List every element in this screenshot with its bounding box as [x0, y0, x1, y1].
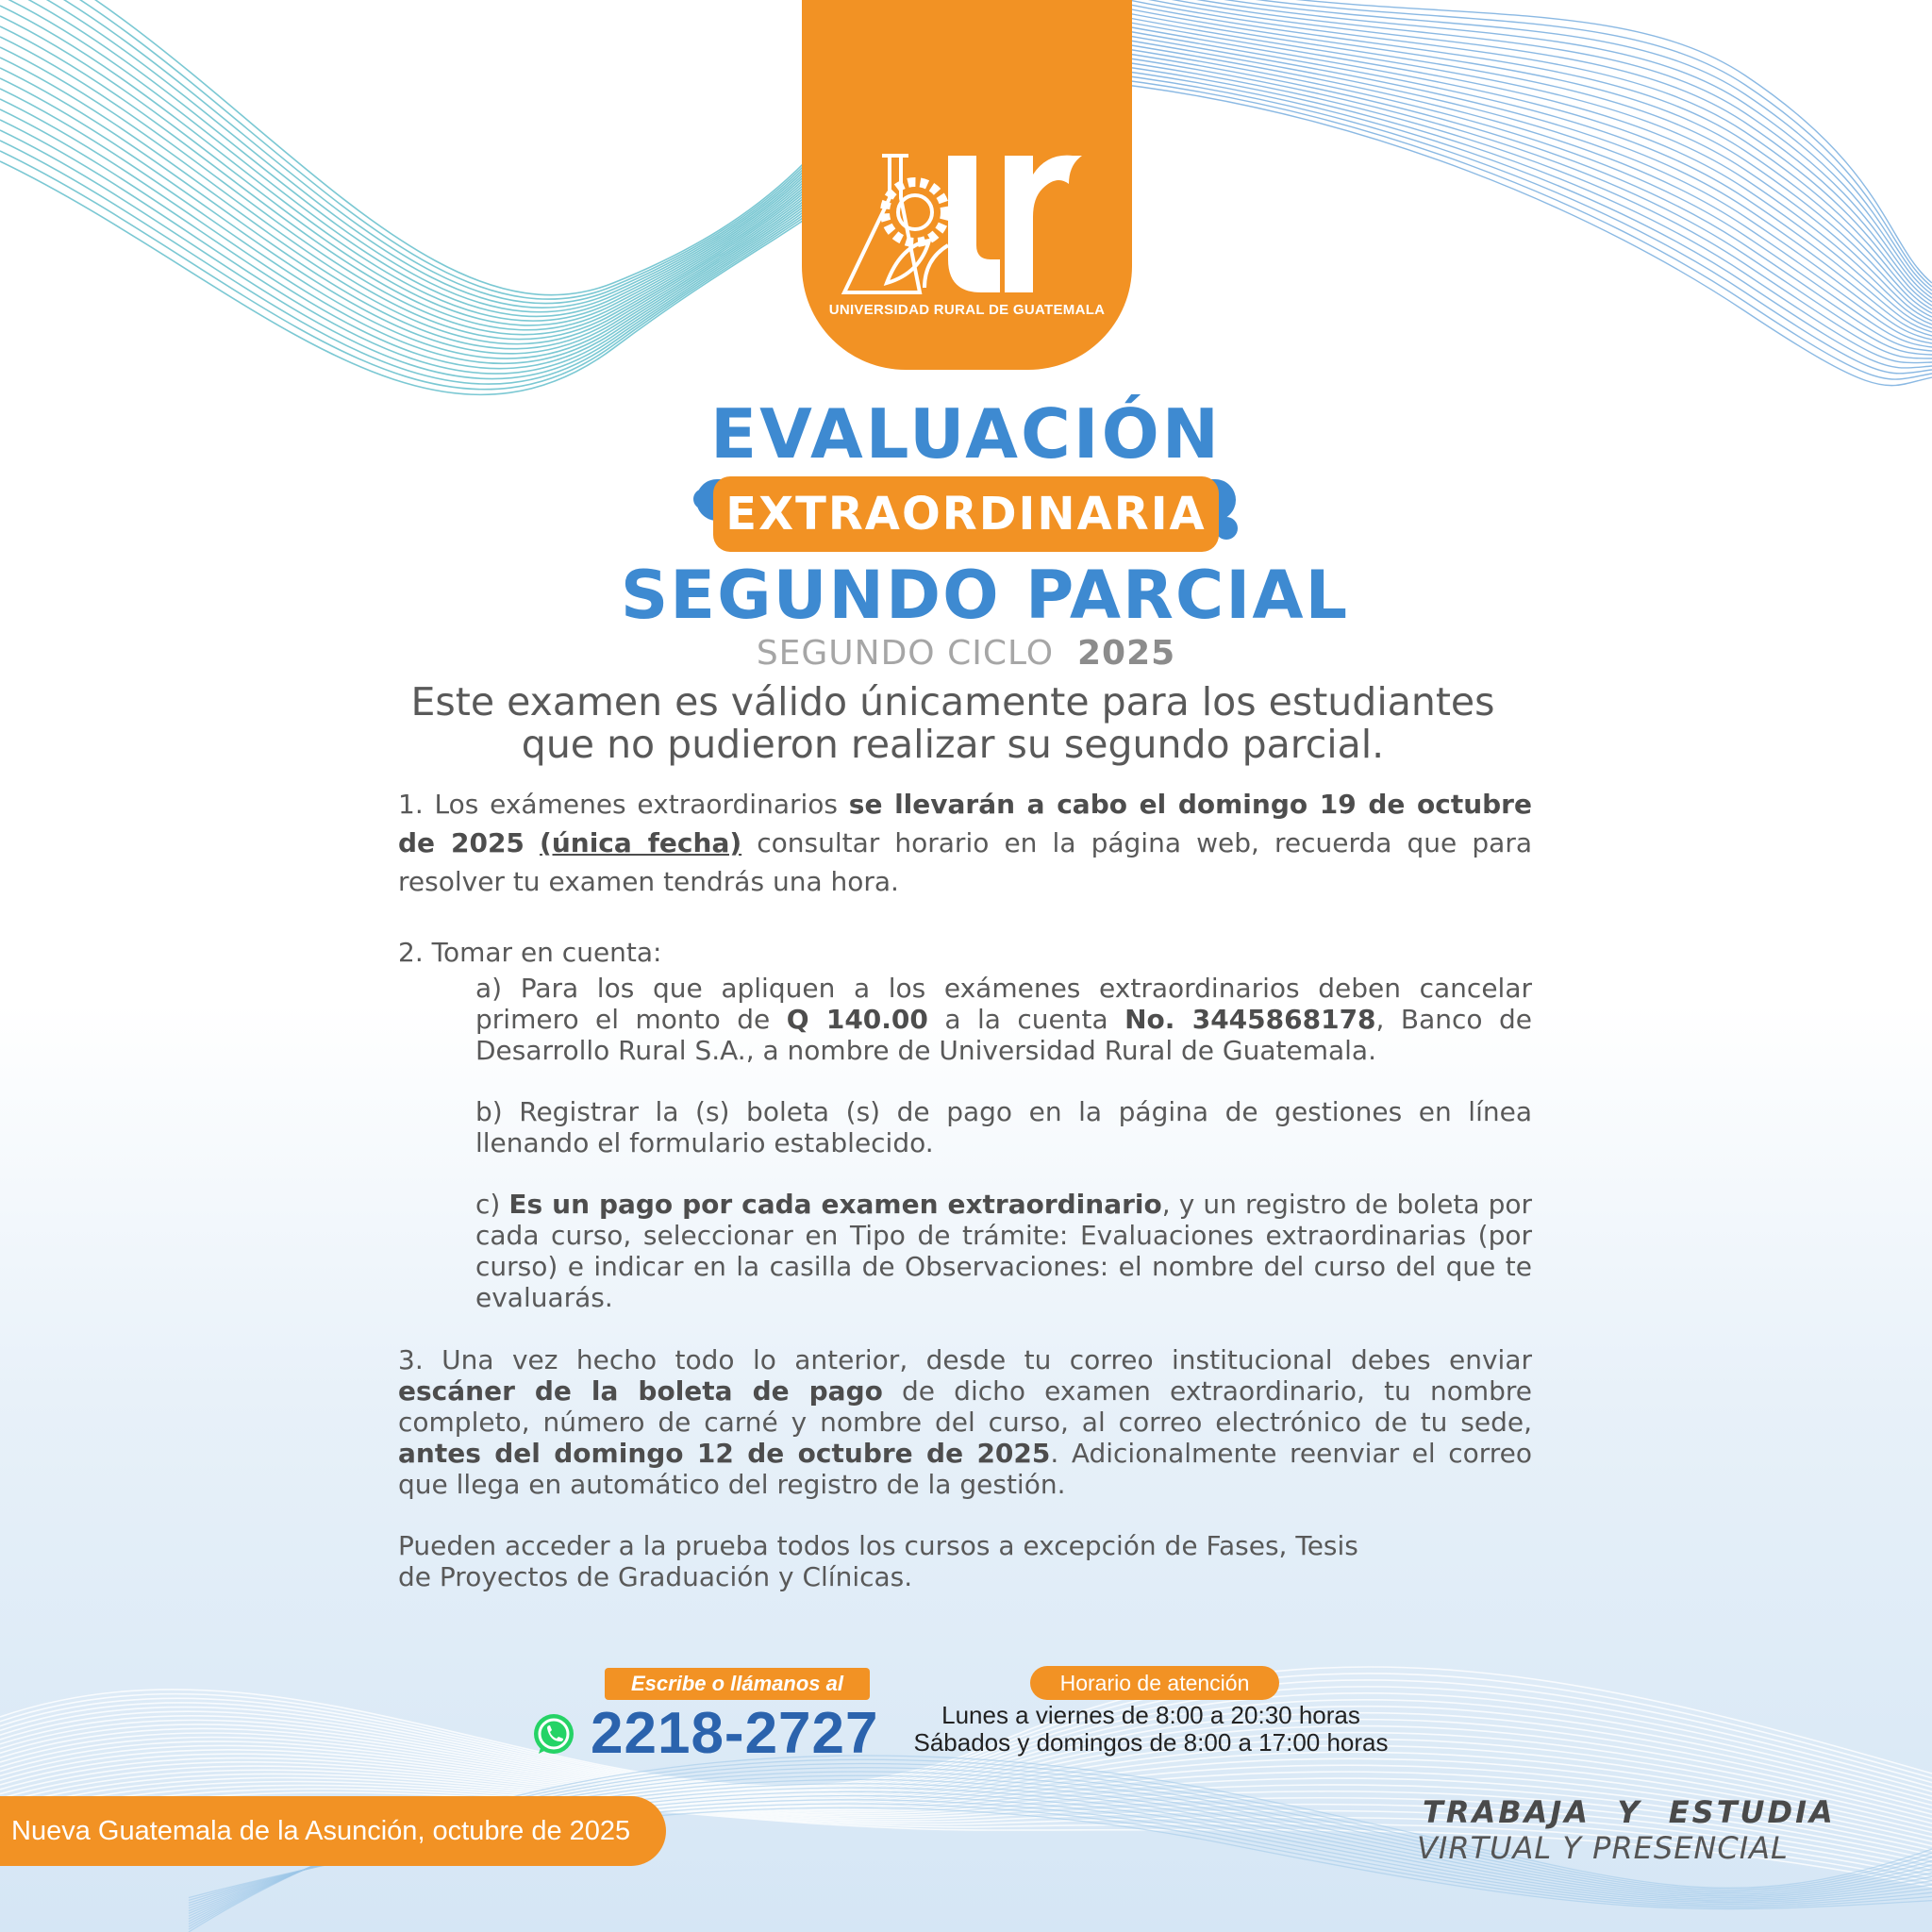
item-1-text: 1. Los exámenes extraordinarios	[398, 789, 849, 820]
item-1-suffix: consultar horario en la página web, recuerda que para resolver tu examen tendrás una hora.	[398, 827, 1532, 897]
segundo-parcial-title: SEGUNDO PARCIAL	[620, 557, 1350, 634]
motto-line-1: TRABAJA Y ESTUDIA	[1423, 1794, 1836, 1830]
item-2c-bold: Es un pago por cada examen extraordinario	[508, 1189, 1162, 1220]
extraordinaria-badge	[713, 476, 1219, 552]
item-1-unique-date: (única fecha)	[540, 827, 742, 858]
item-3-text-3: . Adicionalmente reenviar el correo que llega en automático del registro de la gestión.	[398, 1438, 1532, 1500]
motto-line-2: VIRTUAL Y PRESENCIAL	[1417, 1830, 1789, 1866]
cycle-label: SEGUNDO CICLO	[756, 634, 1055, 673]
evaluation-title: EVALUACIÓN	[709, 394, 1223, 474]
badge-text: EXTRAORDINARIA	[725, 488, 1207, 541]
logo-tab	[802, 0, 1132, 370]
wave-line	[1085, 5, 1932, 317]
item-3	[398, 1344, 1532, 1500]
wave-line	[1085, 0, 1932, 294]
exclusions-line-1: Pueden acceder a la prueba todos los cursos a excepción de Fases, Tesis	[398, 1530, 1358, 1561]
intro-line-1: Este examen es válido únicamente para los estudiantes	[410, 679, 1495, 724]
hours-weekend: Sábados y domingos de 8:00 a 17:00 horas	[913, 1728, 1389, 1757]
item-1-bold: se llevarán a cabo el domingo 19 de octubre de 2025	[398, 789, 1532, 858]
account-number: No. 3445868178	[1124, 1004, 1376, 1035]
item-2a-text-2: a la cuenta	[927, 1004, 1125, 1035]
exclusions-line-2: de Proyectos de Graduación y Clínicas.	[398, 1561, 913, 1592]
wave-line	[1085, 28, 1932, 336]
cycle-line	[0, 634, 1932, 673]
hours-label: Horario de atención	[1030, 1666, 1279, 1700]
intro-text	[311, 681, 1594, 766]
hours-weekdays: Lunes a viernes de 8:00 a 20:30 horas	[941, 1701, 1360, 1729]
payment-amount: Q 140.00	[786, 1004, 928, 1035]
item-3-bold-1: escáner de la boleta de pago	[398, 1375, 883, 1407]
item-2a-text: a) Para los que apliquen a los exámenes extraordinarios deben cancelar primero el monto de	[475, 973, 1532, 1035]
item-2a	[475, 973, 1532, 1066]
item-2c-text: , y un registro de boleta por cada curso, seleccionar en Tipo de trámite: Evaluaciones extraordinarias (por curso) e indicar en la casilla de Observaciones: el nombre del curso del que te evaluarás.	[475, 1189, 1532, 1313]
intro-line-2: que no pudieron realizar su segundo parcial.	[521, 722, 1385, 767]
item-2b: b) Registrar la (s) boleta (s) de pago en la página de gestiones en línea llenando el formulario establecido.	[475, 1096, 1532, 1158]
item-1	[398, 785, 1532, 901]
item-2-heading: 2. Tomar en cuenta:	[398, 937, 662, 968]
item-3-deadline: antes del domingo 12 de octubre de 2025	[398, 1438, 1051, 1469]
wave-line	[1085, 0, 1932, 313]
exclusions-note	[398, 1530, 1436, 1592]
university-logo	[835, 142, 1099, 307]
cycle-year: 2025	[1076, 634, 1176, 673]
wave-line	[1085, 14, 1932, 325]
item-3-text: 3. Una vez hecho todo lo anterior, desde tu correo institucional debes enviar	[398, 1344, 1532, 1375]
date-location: Nueva Guatemala de la Asunción, octubre de 2025	[0, 1796, 666, 1866]
university-name: UNIVERSIDAD RURAL DE GUATEMALA	[828, 302, 1106, 318]
item-2c-prefix: c)	[475, 1189, 509, 1220]
item-2a-text-3: , Banco de Desarrollo Rural S.A., a nombre de Universidad Rural de Guatemala.	[475, 1004, 1533, 1066]
item-2c	[475, 1189, 1532, 1313]
call-label: Escribe o llámanos al	[605, 1668, 870, 1700]
whatsapp-icon	[531, 1712, 576, 1757]
wave-line	[1085, 47, 1932, 351]
phone-number[interactable]: 2218-2727	[591, 1701, 879, 1766]
wave-line	[1085, 0, 1932, 287]
item-3-text-2: de dicho examen extraordinario, tu nombre completo, número de carné y nombre del curso, al correo electrónico de tu sede,	[398, 1375, 1532, 1438]
badge-dot-left	[693, 489, 714, 509]
